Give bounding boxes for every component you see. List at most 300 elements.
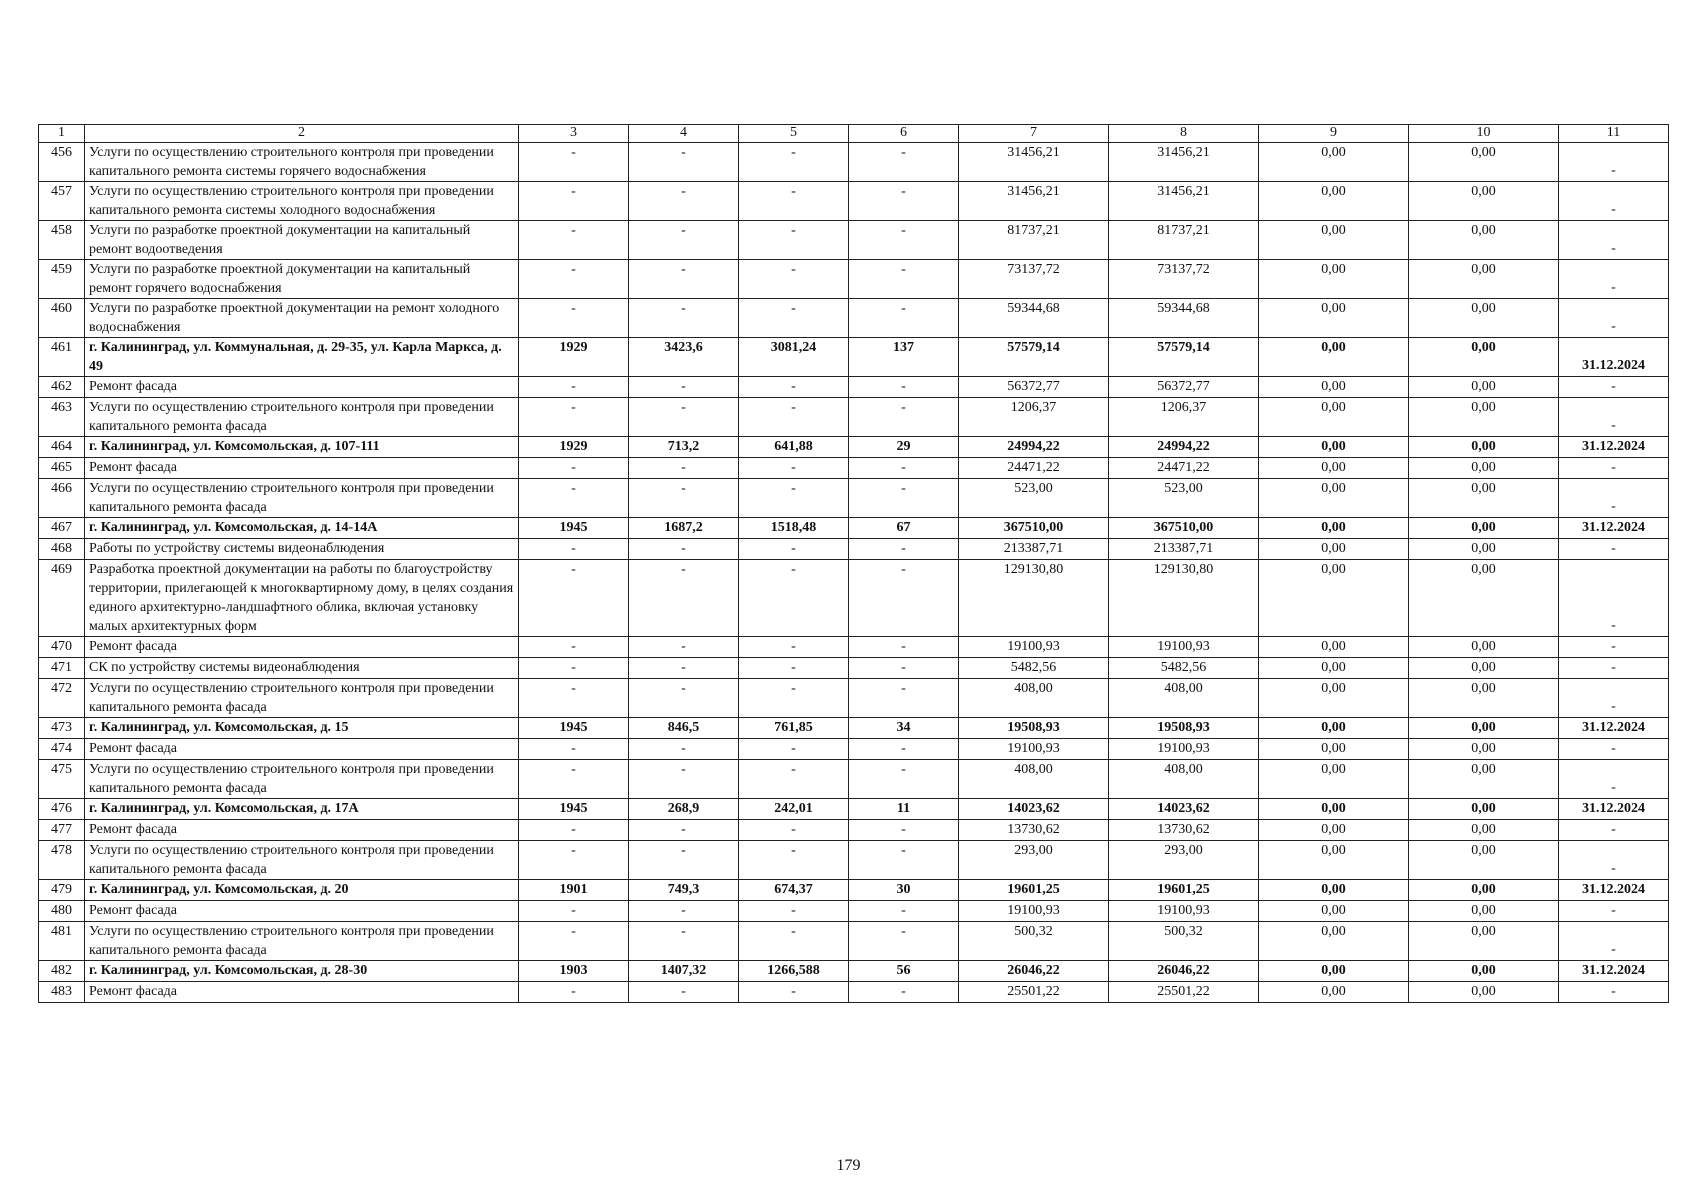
row-number: 460 <box>39 299 85 338</box>
cost-fund: 24994,22 <box>1109 437 1259 458</box>
cost-fund: 408,00 <box>1109 679 1259 718</box>
build-year: - <box>519 679 629 718</box>
living-area: 3081,24 <box>739 338 849 377</box>
cost-owners: 0,00 <box>1409 479 1559 518</box>
row-number: 456 <box>39 143 85 182</box>
cost-owners: 0,00 <box>1409 560 1559 637</box>
residents-count: - <box>849 560 959 637</box>
cost-fund: 19100,93 <box>1109 739 1259 760</box>
residents-count: 11 <box>849 799 959 820</box>
work-row <box>39 377 1669 398</box>
deadline: - <box>1559 398 1669 437</box>
deadline: 31.12.2024 <box>1559 518 1669 539</box>
cost-total: 408,00 <box>959 760 1109 799</box>
row-number: 470 <box>39 637 85 658</box>
cost-total: 26046,22 <box>959 961 1109 982</box>
row-number: 472 <box>39 679 85 718</box>
cost-budget: 0,00 <box>1259 143 1409 182</box>
works-table <box>38 124 1669 1003</box>
build-year: 1903 <box>519 961 629 982</box>
living-area: - <box>739 841 849 880</box>
cost-budget: 0,00 <box>1259 260 1409 299</box>
cost-budget: 0,00 <box>1259 338 1409 377</box>
table-body <box>39 125 1669 1003</box>
residents-count: - <box>849 479 959 518</box>
total-area: - <box>629 221 739 260</box>
living-area: - <box>739 143 849 182</box>
row-number: 459 <box>39 260 85 299</box>
column-number: 10 <box>1409 125 1559 143</box>
cost-budget: 0,00 <box>1259 880 1409 901</box>
deadline: - <box>1559 841 1669 880</box>
build-year: - <box>519 739 629 760</box>
cost-fund: 19601,25 <box>1109 880 1259 901</box>
cost-fund: 81737,21 <box>1109 221 1259 260</box>
cost-total: 367510,00 <box>959 518 1109 539</box>
work-row <box>39 479 1669 518</box>
cost-owners: 0,00 <box>1409 221 1559 260</box>
cost-owners: 0,00 <box>1409 901 1559 922</box>
cost-budget: 0,00 <box>1259 539 1409 560</box>
cost-total: 31456,21 <box>959 182 1109 221</box>
deadline: - <box>1559 658 1669 679</box>
total-area: 749,3 <box>629 880 739 901</box>
residents-count: 30 <box>849 880 959 901</box>
row-number: 480 <box>39 901 85 922</box>
living-area: 242,01 <box>739 799 849 820</box>
total-area: - <box>629 539 739 560</box>
deadline: - <box>1559 299 1669 338</box>
living-area: - <box>739 221 849 260</box>
row-number: 475 <box>39 760 85 799</box>
build-year: - <box>519 901 629 922</box>
cost-owners: 0,00 <box>1409 637 1559 658</box>
living-area: - <box>739 637 849 658</box>
deadline: - <box>1559 377 1669 398</box>
row-number: 479 <box>39 880 85 901</box>
work-row <box>39 658 1669 679</box>
total-area: 1407,32 <box>629 961 739 982</box>
cost-total: 1206,37 <box>959 398 1109 437</box>
row-number: 483 <box>39 982 85 1003</box>
deadline: - <box>1559 922 1669 961</box>
residents-count: - <box>849 922 959 961</box>
cost-budget: 0,00 <box>1259 437 1409 458</box>
residents-count: - <box>849 901 959 922</box>
work-description: Услуги по осуществлению строительного контроля при проведении капитального ремонта системы горячего водоснабжения <box>85 143 519 182</box>
cost-fund: 56372,77 <box>1109 377 1259 398</box>
cost-total: 19508,93 <box>959 718 1109 739</box>
residents-count: - <box>849 820 959 841</box>
total-area: - <box>629 679 739 718</box>
cost-budget: 0,00 <box>1259 718 1409 739</box>
cost-total: 293,00 <box>959 841 1109 880</box>
living-area: - <box>739 539 849 560</box>
work-description: Ремонт фасада <box>85 637 519 658</box>
work-row <box>39 458 1669 479</box>
work-row <box>39 760 1669 799</box>
cost-owners: 0,00 <box>1409 518 1559 539</box>
build-year: 1945 <box>519 518 629 539</box>
row-number: 473 <box>39 718 85 739</box>
build-year: - <box>519 299 629 338</box>
row-number: 458 <box>39 221 85 260</box>
address-row <box>39 518 1669 539</box>
build-year: - <box>519 377 629 398</box>
residents-count: - <box>849 398 959 437</box>
cost-owners: 0,00 <box>1409 182 1559 221</box>
work-row <box>39 143 1669 182</box>
cost-budget: 0,00 <box>1259 760 1409 799</box>
deadline: - <box>1559 760 1669 799</box>
cost-fund: 31456,21 <box>1109 143 1259 182</box>
build-year: - <box>519 760 629 799</box>
cost-owners: 0,00 <box>1409 718 1559 739</box>
row-number: 477 <box>39 820 85 841</box>
row-number: 468 <box>39 539 85 560</box>
cost-owners: 0,00 <box>1409 679 1559 718</box>
cost-budget: 0,00 <box>1259 221 1409 260</box>
address-row <box>39 718 1669 739</box>
cost-owners: 0,00 <box>1409 841 1559 880</box>
work-description: Разработка проектной документации на работы по благоустройству территории, прилегающей к многоквартирному дому, в целях создания единого архитектурно-ландшафтного облика, включая установку малых архитектурных форм <box>85 560 519 637</box>
cost-fund: 500,32 <box>1109 922 1259 961</box>
deadline: - <box>1559 458 1669 479</box>
work-description: г. Калининград, ул. Коммунальная, д. 29-35, ул. Карла Маркса, д. 49 <box>85 338 519 377</box>
cost-budget: 0,00 <box>1259 398 1409 437</box>
residents-count: - <box>849 982 959 1003</box>
cost-total: 19100,93 <box>959 637 1109 658</box>
residents-count: - <box>849 637 959 658</box>
cost-total: 19601,25 <box>959 880 1109 901</box>
cost-total: 213387,71 <box>959 539 1109 560</box>
total-area: - <box>629 479 739 518</box>
build-year: 1901 <box>519 880 629 901</box>
work-description: г. Калининград, ул. Комсомольская, д. 28-30 <box>85 961 519 982</box>
work-description: СК по устройству системы видеонаблюдения <box>85 658 519 679</box>
cost-budget: 0,00 <box>1259 479 1409 518</box>
row-number: 465 <box>39 458 85 479</box>
cost-budget: 0,00 <box>1259 901 1409 922</box>
build-year: - <box>519 458 629 479</box>
total-area: - <box>629 922 739 961</box>
living-area: - <box>739 479 849 518</box>
cost-owners: 0,00 <box>1409 922 1559 961</box>
total-area: - <box>629 143 739 182</box>
cost-owners: 0,00 <box>1409 658 1559 679</box>
residents-count: - <box>849 679 959 718</box>
column-number: 11 <box>1559 125 1669 143</box>
total-area: - <box>629 260 739 299</box>
column-number: 2 <box>85 125 519 143</box>
column-number: 1 <box>39 125 85 143</box>
column-number: 9 <box>1259 125 1409 143</box>
residents-count: - <box>849 260 959 299</box>
living-area: - <box>739 182 849 221</box>
total-area: - <box>629 982 739 1003</box>
cost-owners: 0,00 <box>1409 982 1559 1003</box>
total-area: - <box>629 398 739 437</box>
row-number: 481 <box>39 922 85 961</box>
total-area: - <box>629 458 739 479</box>
cost-total: 25501,22 <box>959 982 1109 1003</box>
build-year: - <box>519 143 629 182</box>
residents-count: - <box>849 377 959 398</box>
address-row <box>39 437 1669 458</box>
cost-fund: 5482,56 <box>1109 658 1259 679</box>
cost-fund: 293,00 <box>1109 841 1259 880</box>
residents-count: - <box>849 760 959 799</box>
work-row <box>39 901 1669 922</box>
cost-total: 19100,93 <box>959 901 1109 922</box>
build-year: - <box>519 637 629 658</box>
total-area: - <box>629 901 739 922</box>
work-row <box>39 182 1669 221</box>
cost-total: 59344,68 <box>959 299 1109 338</box>
cost-total: 5482,56 <box>959 658 1109 679</box>
living-area: - <box>739 299 849 338</box>
cost-owners: 0,00 <box>1409 880 1559 901</box>
cost-owners: 0,00 <box>1409 739 1559 760</box>
deadline: 31.12.2024 <box>1559 437 1669 458</box>
cost-owners: 0,00 <box>1409 338 1559 377</box>
work-row <box>39 539 1669 560</box>
deadline: - <box>1559 560 1669 637</box>
total-area: - <box>629 377 739 398</box>
deadline: - <box>1559 539 1669 560</box>
cost-budget: 0,00 <box>1259 518 1409 539</box>
work-description: г. Калининград, ул. Комсомольская, д. 107-111 <box>85 437 519 458</box>
living-area: - <box>739 398 849 437</box>
living-area: 674,37 <box>739 880 849 901</box>
cost-budget: 0,00 <box>1259 799 1409 820</box>
cost-owners: 0,00 <box>1409 539 1559 560</box>
deadline: 31.12.2024 <box>1559 338 1669 377</box>
residents-count: 67 <box>849 518 959 539</box>
living-area: 761,85 <box>739 718 849 739</box>
cost-total: 523,00 <box>959 479 1109 518</box>
total-area: - <box>629 820 739 841</box>
column-number: 8 <box>1109 125 1259 143</box>
column-number: 5 <box>739 125 849 143</box>
cost-owners: 0,00 <box>1409 458 1559 479</box>
cost-total: 57579,14 <box>959 338 1109 377</box>
build-year: - <box>519 982 629 1003</box>
deadline: 31.12.2024 <box>1559 961 1669 982</box>
residents-count: - <box>849 221 959 260</box>
build-year: 1929 <box>519 338 629 377</box>
cost-owners: 0,00 <box>1409 260 1559 299</box>
total-area: - <box>629 841 739 880</box>
deadline: - <box>1559 820 1669 841</box>
cost-budget: 0,00 <box>1259 841 1409 880</box>
residents-count: - <box>849 299 959 338</box>
cost-fund: 24471,22 <box>1109 458 1259 479</box>
work-description: Работы по устройству системы видеонаблюдения <box>85 539 519 560</box>
column-number-row <box>39 125 1669 143</box>
work-description: г. Калининград, ул. Комсомольская, д. 17А <box>85 799 519 820</box>
work-description: Ремонт фасада <box>85 377 519 398</box>
cost-fund: 59344,68 <box>1109 299 1259 338</box>
cost-budget: 0,00 <box>1259 982 1409 1003</box>
work-description: Услуги по разработке проектной документации на капитальный ремонт водоотведения <box>85 221 519 260</box>
cost-total: 31456,21 <box>959 143 1109 182</box>
cost-budget: 0,00 <box>1259 658 1409 679</box>
row-number: 482 <box>39 961 85 982</box>
cost-owners: 0,00 <box>1409 760 1559 799</box>
residents-count: 29 <box>849 437 959 458</box>
cost-total: 19100,93 <box>959 739 1109 760</box>
cost-total: 13730,62 <box>959 820 1109 841</box>
cost-owners: 0,00 <box>1409 398 1559 437</box>
address-row <box>39 880 1669 901</box>
total-area: 3423,6 <box>629 338 739 377</box>
residents-count: - <box>849 182 959 221</box>
row-number: 474 <box>39 739 85 760</box>
cost-total: 73137,72 <box>959 260 1109 299</box>
living-area: - <box>739 679 849 718</box>
total-area: - <box>629 739 739 760</box>
row-number: 467 <box>39 518 85 539</box>
build-year: - <box>519 182 629 221</box>
build-year: 1945 <box>519 799 629 820</box>
cost-fund: 14023,62 <box>1109 799 1259 820</box>
cost-budget: 0,00 <box>1259 299 1409 338</box>
living-area: - <box>739 901 849 922</box>
work-description: Услуги по осуществлению строительного контроля при проведении капитального ремонта фасада <box>85 922 519 961</box>
build-year: 1929 <box>519 437 629 458</box>
deadline: - <box>1559 182 1669 221</box>
work-description: г. Калининград, ул. Комсомольская, д. 15 <box>85 718 519 739</box>
living-area: 641,88 <box>739 437 849 458</box>
work-description: Услуги по осуществлению строительного контроля при проведении капитального ремонта фасада <box>85 841 519 880</box>
deadline: - <box>1559 679 1669 718</box>
cost-budget: 0,00 <box>1259 182 1409 221</box>
living-area: - <box>739 377 849 398</box>
work-description: Ремонт фасада <box>85 820 519 841</box>
row-number: 476 <box>39 799 85 820</box>
build-year: - <box>519 221 629 260</box>
cost-total: 14023,62 <box>959 799 1109 820</box>
cost-fund: 367510,00 <box>1109 518 1259 539</box>
cost-total: 24994,22 <box>959 437 1109 458</box>
living-area: - <box>739 739 849 760</box>
total-area: - <box>629 299 739 338</box>
living-area: - <box>739 922 849 961</box>
cost-budget: 0,00 <box>1259 922 1409 961</box>
living-area: - <box>739 760 849 799</box>
cost-fund: 13730,62 <box>1109 820 1259 841</box>
work-description: Услуги по осуществлению строительного контроля при проведении капитального ремонта фасада <box>85 679 519 718</box>
deadline: - <box>1559 637 1669 658</box>
living-area: - <box>739 458 849 479</box>
build-year: - <box>519 841 629 880</box>
cost-fund: 1206,37 <box>1109 398 1259 437</box>
cost-fund: 57579,14 <box>1109 338 1259 377</box>
build-year: - <box>519 398 629 437</box>
work-row <box>39 982 1669 1003</box>
build-year: - <box>519 658 629 679</box>
total-area: - <box>629 560 739 637</box>
cost-fund: 213387,71 <box>1109 539 1259 560</box>
living-area: - <box>739 982 849 1003</box>
column-number: 7 <box>959 125 1109 143</box>
work-row <box>39 679 1669 718</box>
work-description: Услуги по осуществлению строительного контроля при проведении капитального ремонта системы холодного водоснабжения <box>85 182 519 221</box>
total-area: 713,2 <box>629 437 739 458</box>
cost-fund: 26046,22 <box>1109 961 1259 982</box>
row-number: 471 <box>39 658 85 679</box>
total-area: 268,9 <box>629 799 739 820</box>
total-area: - <box>629 760 739 799</box>
living-area: - <box>739 260 849 299</box>
deadline: 31.12.2024 <box>1559 799 1669 820</box>
build-year: - <box>519 560 629 637</box>
residents-count: - <box>849 539 959 560</box>
living-area: - <box>739 560 849 637</box>
living-area: - <box>739 658 849 679</box>
row-number: 461 <box>39 338 85 377</box>
cost-fund: 31456,21 <box>1109 182 1259 221</box>
residents-count: - <box>849 841 959 880</box>
cost-fund: 19100,93 <box>1109 901 1259 922</box>
row-number: 462 <box>39 377 85 398</box>
work-description: Ремонт фасада <box>85 739 519 760</box>
cost-fund: 19508,93 <box>1109 718 1259 739</box>
residents-count: - <box>849 739 959 760</box>
total-area: 1687,2 <box>629 518 739 539</box>
address-row <box>39 799 1669 820</box>
deadline: - <box>1559 901 1669 922</box>
work-description: Ремонт фасада <box>85 458 519 479</box>
work-row <box>39 221 1669 260</box>
cost-fund: 25501,22 <box>1109 982 1259 1003</box>
build-year: - <box>519 479 629 518</box>
work-description: Услуги по разработке проектной документации на ремонт холодного водоснабжения <box>85 299 519 338</box>
column-number: 3 <box>519 125 629 143</box>
work-row <box>39 398 1669 437</box>
work-row <box>39 739 1669 760</box>
cost-owners: 0,00 <box>1409 820 1559 841</box>
total-area: - <box>629 658 739 679</box>
work-description: Услуги по осуществлению строительного контроля при проведении капитального ремонта фасада <box>85 760 519 799</box>
deadline: - <box>1559 479 1669 518</box>
row-number: 469 <box>39 560 85 637</box>
cost-owners: 0,00 <box>1409 143 1559 182</box>
work-row <box>39 922 1669 961</box>
address-row <box>39 961 1669 982</box>
deadline: - <box>1559 221 1669 260</box>
cost-budget: 0,00 <box>1259 739 1409 760</box>
cost-budget: 0,00 <box>1259 679 1409 718</box>
living-area: 1266,588 <box>739 961 849 982</box>
cost-owners: 0,00 <box>1409 961 1559 982</box>
cost-owners: 0,00 <box>1409 299 1559 338</box>
work-description: Услуги по осуществлению строительного контроля при проведении капитального ремонта фасада <box>85 479 519 518</box>
work-row <box>39 560 1669 637</box>
column-number: 6 <box>849 125 959 143</box>
deadline: - <box>1559 260 1669 299</box>
residents-count: - <box>849 458 959 479</box>
cost-fund: 408,00 <box>1109 760 1259 799</box>
cost-fund: 19100,93 <box>1109 637 1259 658</box>
deadline: - <box>1559 143 1669 182</box>
cost-fund: 129130,80 <box>1109 560 1259 637</box>
total-area: - <box>629 182 739 221</box>
page-number: 179 <box>836 1157 861 1174</box>
cost-total: 56372,77 <box>959 377 1109 398</box>
cost-budget: 0,00 <box>1259 820 1409 841</box>
